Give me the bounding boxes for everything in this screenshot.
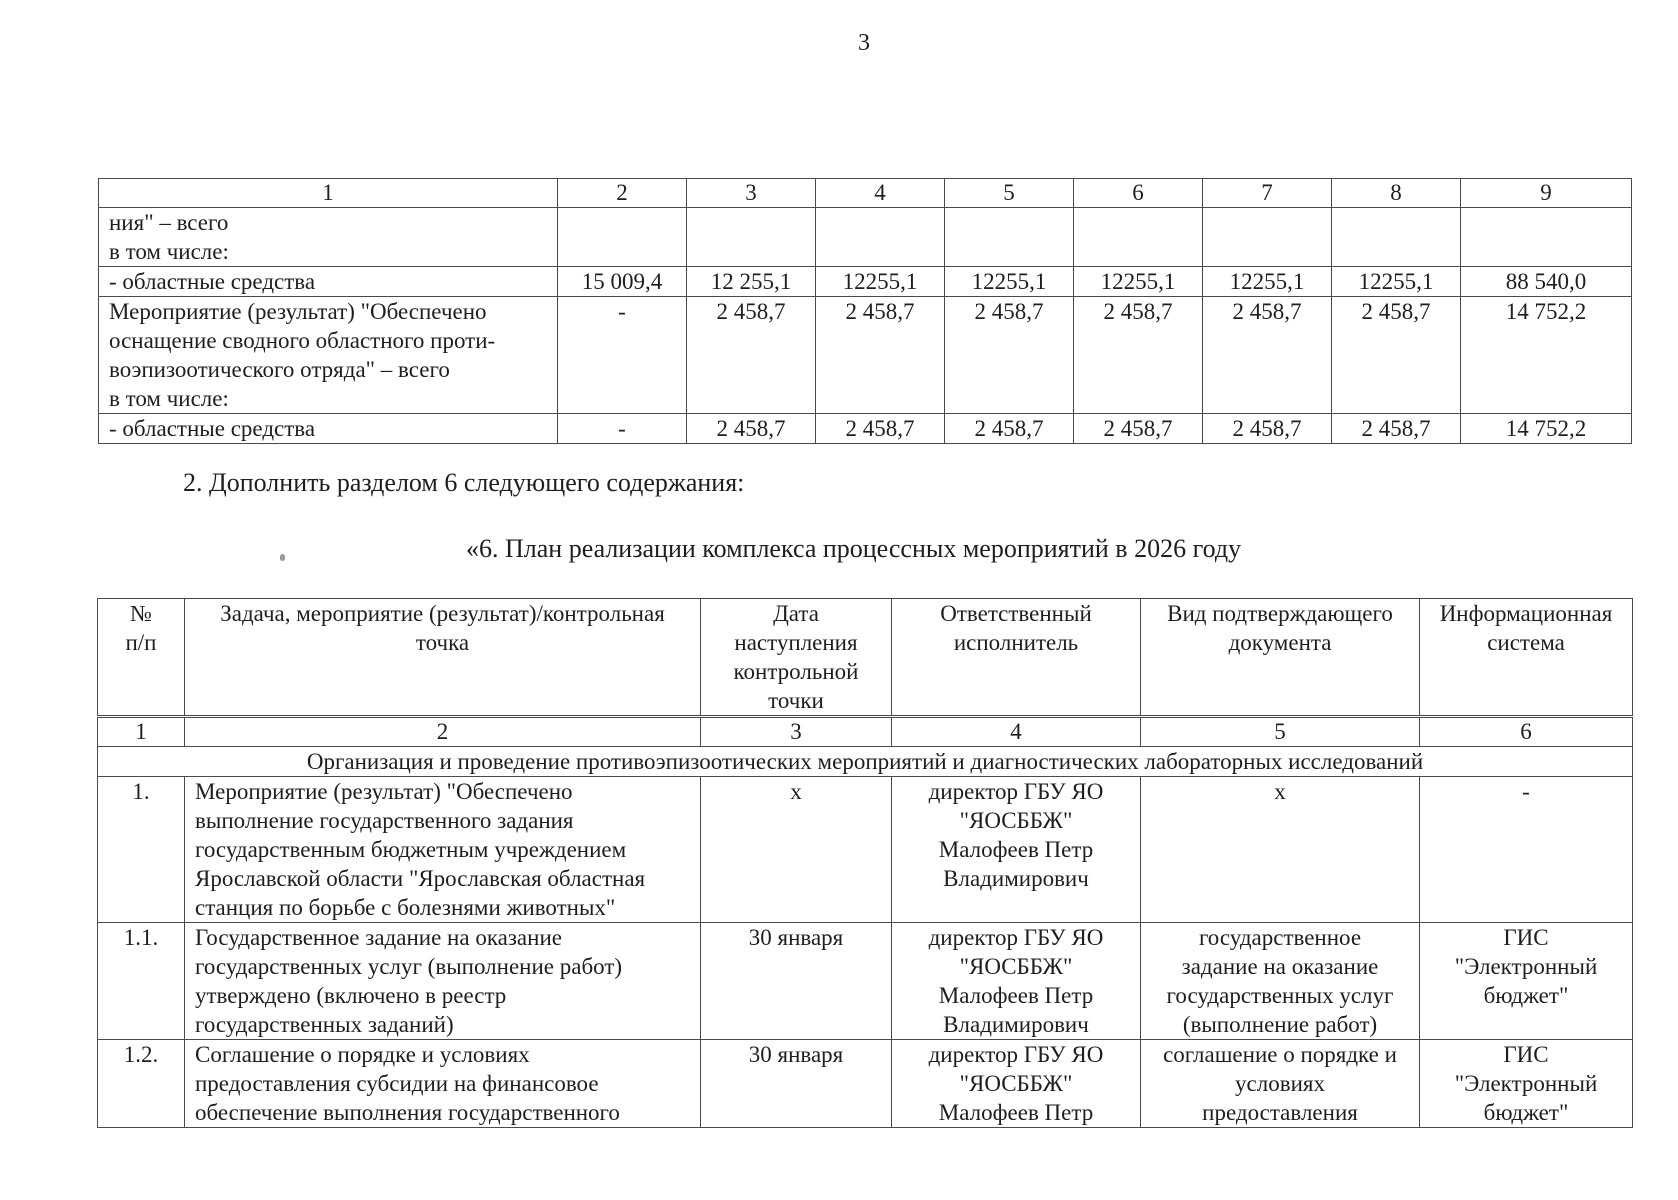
column-number: 5: [945, 179, 1074, 208]
value-cell: [1203, 208, 1332, 267]
row-label: [99, 267, 558, 297]
header-line: Задача, мероприятие (результат)/контрольная: [220, 601, 665, 626]
table-row: [98, 923, 1633, 1040]
task-line: Ярославской области "Ярославская областная: [195, 866, 646, 891]
implementation-plan-table: [97, 598, 1633, 1128]
value-cell: 2 458,7: [687, 297, 816, 414]
header-line: документа: [1228, 630, 1332, 655]
table-row: [99, 267, 1632, 297]
table-row: [98, 777, 1633, 923]
task-cell: [185, 1040, 701, 1128]
header-cell-executor: [892, 599, 1141, 717]
header-line: п/п: [125, 630, 157, 655]
row-label: [99, 208, 558, 267]
scan-speck: [280, 554, 285, 561]
document-line: соглашение о порядке и: [1163, 1042, 1397, 1067]
plan-table-numbering-row: [98, 717, 1633, 747]
document-line: условиях: [1235, 1071, 1325, 1096]
value-cell: [816, 208, 945, 267]
row-label-line: оснащение сводного областного проти-: [109, 328, 496, 353]
row-label-line: Мероприятие (результат) "Обеспечено: [109, 299, 487, 324]
system-cell: [1420, 1040, 1633, 1128]
value-cell: 2 458,7: [1074, 297, 1203, 414]
value-cell: [558, 208, 687, 267]
system-line: -: [1522, 779, 1530, 804]
date-cell: 30 января: [701, 923, 892, 1040]
value-cell: 2 458,7: [687, 414, 816, 444]
column-number: 1: [99, 179, 558, 208]
column-number: 2: [185, 717, 701, 747]
document-line: задание на оказание: [1181, 954, 1379, 979]
document-cell: [1141, 1040, 1420, 1128]
row-number: 1.2.: [98, 1040, 185, 1128]
amendment-paragraph: 2. Дополнить разделом 6 следующего содержания:: [183, 468, 745, 497]
header-line: Информационная: [1439, 601, 1613, 626]
value-cell: [687, 208, 816, 267]
column-number: 7: [1203, 179, 1332, 208]
executor-line: Владимирович: [943, 1012, 1089, 1037]
column-number: 4: [892, 717, 1141, 747]
value-cell: 15 009,4: [558, 267, 687, 297]
table-row: [99, 297, 1632, 414]
header-line: Вид подтверждающего: [1167, 601, 1393, 626]
value-cell: 88 540,0: [1461, 267, 1632, 297]
header-cell-number: [98, 599, 185, 717]
header-line: №: [130, 601, 152, 626]
date-cell: х: [701, 777, 892, 923]
system-cell: [1420, 777, 1633, 923]
document-line: х: [1274, 779, 1286, 804]
value-cell: 2 458,7: [945, 414, 1074, 444]
table-row: [98, 1040, 1633, 1128]
value-cell: 12255,1: [1203, 267, 1332, 297]
value-cell: 12255,1: [1332, 267, 1461, 297]
column-number: 5: [1141, 717, 1420, 747]
task-cell: [185, 777, 701, 923]
executor-cell: [892, 1040, 1141, 1128]
task-line: предоставления субсидии на финансовое: [195, 1071, 599, 1096]
document-line: государственное: [1198, 925, 1362, 950]
header-line: система: [1487, 630, 1565, 655]
task-line: утверждено (включено в реестр: [195, 983, 507, 1008]
value-cell: 2 458,7: [1074, 414, 1203, 444]
row-number: 1.1.: [98, 923, 185, 1040]
table-row: [99, 414, 1632, 444]
value-cell: 12 255,1: [687, 267, 816, 297]
plan-table-header-row: [98, 599, 1633, 717]
header-cell-document: [1141, 599, 1420, 717]
row-label-line: ния" – всего: [109, 210, 229, 235]
column-number: 1: [98, 717, 185, 747]
task-cell: [185, 923, 701, 1040]
row-label: [99, 414, 558, 444]
header-line: Дата: [773, 601, 819, 626]
document-cell: [1141, 923, 1420, 1040]
value-cell: 2 458,7: [1203, 414, 1332, 444]
header-line: контрольной: [733, 659, 859, 684]
executor-line: Владимирович: [943, 866, 1089, 891]
system-cell: [1420, 923, 1633, 1040]
executor-cell: [892, 923, 1141, 1040]
page-number: 3: [858, 30, 870, 56]
executor-line: Малофеев Петр: [938, 983, 1094, 1008]
header-line: точки: [768, 688, 824, 713]
task-line: станция по борьбе с болезнями животных": [195, 895, 616, 920]
executor-line: директор ГБУ ЯО: [928, 1042, 1104, 1067]
column-number: 8: [1332, 179, 1461, 208]
document-line: предоставления: [1202, 1100, 1358, 1125]
task-line: Мероприятие (результат) "Обеспечено: [195, 779, 573, 804]
task-line: выполнение государственного задания: [195, 808, 574, 833]
table-row: [99, 208, 1632, 267]
value-cell: 2 458,7: [816, 414, 945, 444]
value-cell: 2 458,7: [816, 297, 945, 414]
funding-table-header-row: [99, 179, 1632, 208]
header-line: исполнитель: [953, 630, 1079, 655]
column-number: 3: [687, 179, 816, 208]
value-cell: [1332, 208, 1461, 267]
system-line: "Электронный: [1454, 1071, 1598, 1096]
row-label-line: - областные средства: [109, 269, 316, 294]
column-number: 4: [816, 179, 945, 208]
value-cell: 14 752,2: [1461, 414, 1632, 444]
document-line: государственных услуг: [1166, 983, 1394, 1008]
section-heading: Организация и проведение противоэпизоотических мероприятий и диагностических лабораторных исследований: [98, 747, 1633, 777]
column-number: 6: [1420, 717, 1633, 747]
executor-line: директор ГБУ ЯО: [928, 779, 1104, 804]
value-cell: [1074, 208, 1203, 267]
task-line: Соглашение о порядке и условиях: [195, 1042, 530, 1067]
value-cell: 2 458,7: [1203, 297, 1332, 414]
header-cell-task: [185, 599, 701, 717]
value-cell: 2 458,7: [945, 297, 1074, 414]
value-cell: [945, 208, 1074, 267]
value-cell: 12255,1: [1074, 267, 1203, 297]
system-line: ГИС: [1503, 1042, 1549, 1067]
column-number: 9: [1461, 179, 1632, 208]
header-line: наступления: [734, 630, 858, 655]
task-line: обеспечение выполнения государственного: [195, 1100, 620, 1125]
column-number: 6: [1074, 179, 1203, 208]
date-cell: 30 января: [701, 1040, 892, 1128]
header-line: точка: [415, 630, 470, 655]
executor-line: Малофеев Петр: [938, 1100, 1094, 1125]
value-cell: 2 458,7: [1332, 297, 1461, 414]
task-line: Государственное задание на оказание: [195, 925, 562, 950]
row-number: 1.: [98, 777, 185, 923]
executor-line: директор ГБУ ЯО: [928, 925, 1104, 950]
executor-cell: [892, 777, 1141, 923]
executor-line: "ЯОСББЖ": [959, 1071, 1073, 1096]
value-cell: 14 752,2: [1461, 297, 1632, 414]
value-cell: 2 458,7: [1332, 414, 1461, 444]
header-cell-system: [1420, 599, 1633, 717]
executor-line: "ЯОСББЖ": [959, 954, 1073, 979]
value-cell: [1461, 208, 1632, 267]
header-cell-date: [701, 599, 892, 717]
header-line: Ответственный: [940, 601, 1092, 626]
document-cell: [1141, 777, 1420, 923]
value-cell: -: [558, 414, 687, 444]
task-line: государственных услуг (выполнение работ): [195, 954, 623, 979]
document-line: (выполнение работ): [1182, 1012, 1378, 1037]
row-label: [99, 297, 558, 414]
row-label-line: - областные средства: [109, 416, 316, 441]
value-cell: -: [558, 297, 687, 414]
executor-line: Малофеев Петр: [938, 837, 1094, 862]
value-cell: 12255,1: [945, 267, 1074, 297]
executor-line: "ЯОСББЖ": [959, 808, 1073, 833]
system-line: ГИС: [1503, 925, 1549, 950]
value-cell: 12255,1: [816, 267, 945, 297]
column-number: 2: [558, 179, 687, 208]
task-line: государственным бюджетным учреждением: [195, 837, 627, 862]
system-line: бюджет": [1483, 983, 1569, 1008]
column-number: 3: [701, 717, 892, 747]
row-label-line: в том числе:: [109, 239, 229, 264]
section-row: [98, 747, 1633, 777]
system-line: "Электронный: [1454, 954, 1598, 979]
section-title: «6. План реализации комплекса процессных мероприятий в 2026 году: [466, 534, 1242, 563]
task-line: государственных заданий): [195, 1012, 454, 1037]
funding-table: [98, 178, 1632, 444]
row-label-line: в том числе:: [109, 386, 229, 411]
row-label-line: воэпизоотического отряда" – всего: [109, 357, 450, 382]
system-line: бюджет": [1483, 1100, 1569, 1125]
